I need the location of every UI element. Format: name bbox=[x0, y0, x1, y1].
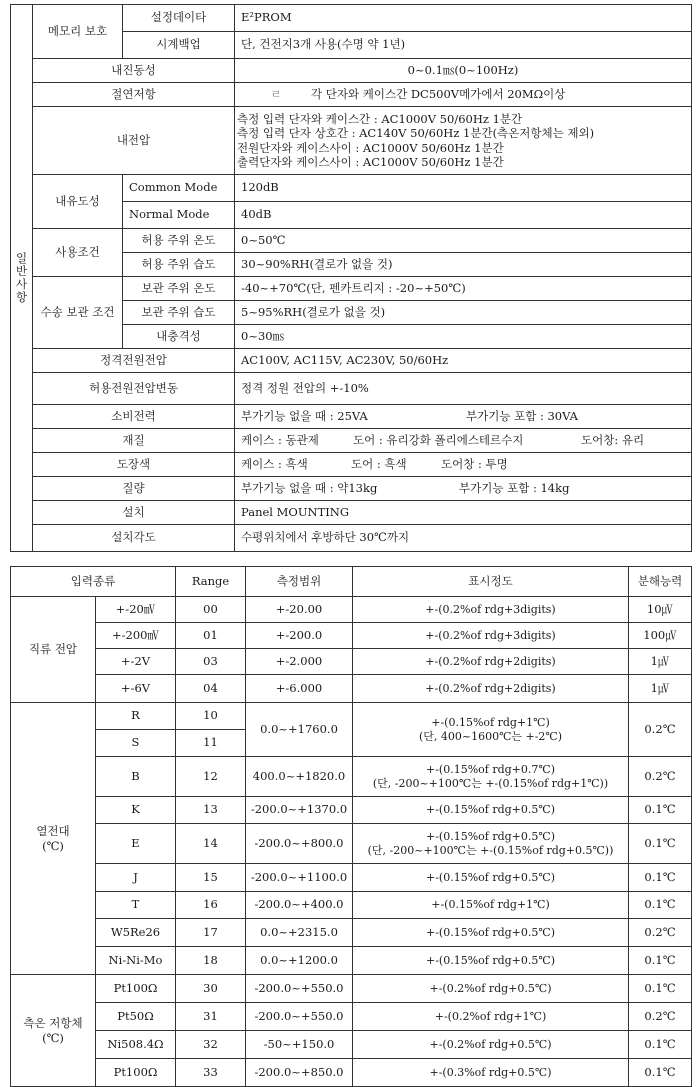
range-code: 31 bbox=[176, 1003, 246, 1031]
insulation-value: 각 단자와 케이스간 DC500V메가에서 20MΩ이상 bbox=[311, 86, 566, 101]
color-door: 도어 : 흑색 bbox=[351, 456, 407, 471]
memory-row-label: 시계백업 bbox=[123, 32, 235, 59]
resolution: 1㎶ bbox=[629, 675, 692, 703]
storage-row-label: 보관 주위 온도 bbox=[123, 277, 235, 301]
measure-range: -200.0~+800.0 bbox=[246, 824, 353, 864]
resolution: 1㎶ bbox=[629, 649, 692, 675]
range-code: 33 bbox=[176, 1059, 246, 1087]
material-window: 도어창: 유리 bbox=[581, 432, 645, 447]
voltage-fluct-value: 정격 정원 전압의 +-10% bbox=[235, 373, 692, 405]
color-window: 도어창 : 투명 bbox=[441, 456, 508, 471]
color-value bbox=[235, 453, 692, 477]
general-spec-table bbox=[10, 4, 692, 552]
material-door: 도어 : 유리강화 폴리에스테르수지 bbox=[353, 432, 524, 447]
measure-range: 400.0~+1820.0 bbox=[246, 757, 353, 797]
storage-row-value: 5~95%RH(결로가 없을 것) bbox=[235, 301, 692, 325]
input-type: +-20㎷ bbox=[96, 597, 176, 623]
input-type: Ni-Ni-Mo bbox=[96, 947, 176, 975]
measure-range: +-6.000 bbox=[246, 675, 353, 703]
usage-row-value: 0~50℃ bbox=[235, 229, 692, 253]
insulation-cell bbox=[235, 83, 692, 107]
measure-range: -200.0~+550.0 bbox=[246, 1003, 353, 1031]
vibration-label: 내진동성 bbox=[33, 59, 235, 83]
input-type: W5Re26 bbox=[96, 919, 176, 947]
range-code: 16 bbox=[176, 892, 246, 919]
range-code: 32 bbox=[176, 1031, 246, 1059]
resolution: 0.2℃ bbox=[629, 1003, 692, 1031]
group-rtd: 측온 저항체 (℃) bbox=[11, 975, 96, 1087]
input-type: +-2V bbox=[96, 649, 176, 675]
power-label: 소비전력 bbox=[33, 405, 235, 429]
resolution: 0.1℃ bbox=[629, 1031, 692, 1059]
storage-label: 수송 보관 조건 bbox=[33, 277, 123, 349]
input-type: Pt50Ω bbox=[96, 1003, 176, 1031]
range-code: 30 bbox=[176, 975, 246, 1003]
resolution: 10㎶ bbox=[629, 597, 692, 623]
withstand-label: 내전압 bbox=[33, 107, 235, 175]
storage-row-label: 내충격성 bbox=[123, 325, 235, 349]
general-section-label: 일반사항 bbox=[11, 5, 33, 552]
accuracy: +-(0.15%of rdg+1℃) bbox=[353, 892, 629, 919]
memory-row-value: 단, 건전지3개 사용(수명 약 1년) bbox=[235, 32, 692, 59]
accuracy: +-(0.15%of rdg+0.5℃) bbox=[353, 947, 629, 975]
range-code: 00 bbox=[176, 597, 246, 623]
storage-row-value: 0~30㎳ bbox=[235, 325, 692, 349]
header-accuracy: 표시정도 bbox=[353, 567, 629, 597]
accuracy: +-(0.15%of rdg+0.5℃) (단, -200~+100℃는 +-(0.15%of rdg+0.5℃)) bbox=[353, 824, 629, 864]
range-code: 03 bbox=[176, 649, 246, 675]
accuracy: +-(0.2%of rdg+3digits) bbox=[353, 597, 629, 623]
accuracy: +-(0.2%of rdg+0.5℃) bbox=[353, 975, 629, 1003]
storage-row-value: -40~+70℃(단, 펜카트리지 : -20~+50℃) bbox=[235, 277, 692, 301]
accuracy: +-(0.15%of rdg+0.5℃) bbox=[353, 864, 629, 892]
range-code: 18 bbox=[176, 947, 246, 975]
install-angle-value: 수평위치에서 후방하단 30℃까지 bbox=[235, 525, 692, 552]
material-label: 재질 bbox=[33, 429, 235, 453]
weight-label: 질량 bbox=[33, 477, 235, 501]
withstand-value: 측정 입력 단자와 케이스간 : AC1000V 50/60Hz 1분간 측정 입력 단자 상호간 : AC140V 50/60Hz 1분간(측온저항체는 제외) 전원단자와 케이스사이 : AC1000V 50/60Hz 1분간 출력단자와 케이스사이 : AC1000V 50/60Hz 1분간 bbox=[235, 107, 692, 175]
range-code: 10 bbox=[176, 703, 246, 730]
usage-row-value: 30~90%RH(결로가 없을 것) bbox=[235, 253, 692, 277]
resolution: 100㎶ bbox=[629, 623, 692, 649]
resolution: 0.2℃ bbox=[629, 919, 692, 947]
range-code: 15 bbox=[176, 864, 246, 892]
noise-row-value: 120dB bbox=[235, 175, 692, 202]
usage-row-label: 허용 주위 온도 bbox=[123, 229, 235, 253]
resolution: 0.1℃ bbox=[629, 797, 692, 824]
accuracy: +-(0.15%of rdg+0.5℃) bbox=[353, 919, 629, 947]
accuracy: +-(0.3%of rdg+0.5℃) bbox=[353, 1059, 629, 1087]
power-with-options: 부가기능 포함 : 30VA bbox=[466, 408, 578, 423]
measure-range: 0.0~+1760.0 bbox=[246, 703, 353, 757]
range-code: 01 bbox=[176, 623, 246, 649]
measure-range: +-20.00 bbox=[246, 597, 353, 623]
insulation-mark: ㄹ bbox=[270, 86, 282, 101]
group-thermocouple: 열전대 (℃) bbox=[11, 703, 96, 975]
accuracy: +-(0.15%of rdg+0.5℃) bbox=[353, 797, 629, 824]
weight-with-options: 부가기능 포함 : 14kg bbox=[459, 480, 570, 495]
resolution: 0.1℃ bbox=[629, 947, 692, 975]
measure-range: -50~+150.0 bbox=[246, 1031, 353, 1059]
insulation-label: 절연저항 bbox=[33, 83, 235, 107]
accuracy: +-(0.15%of rdg+0.7℃) (단, -200~+100℃는 +-(0.15%of rdg+1℃)) bbox=[353, 757, 629, 797]
input-type: Pt100Ω bbox=[96, 975, 176, 1003]
material-value bbox=[235, 429, 692, 453]
accuracy: +-(0.2%of rdg+2digits) bbox=[353, 675, 629, 703]
weight-without-options: 부가기능 없을 때 : 약13kg bbox=[241, 480, 378, 495]
memory-row-value: E²PROM bbox=[235, 5, 692, 32]
accuracy: +-(0.2%of rdg+2digits) bbox=[353, 649, 629, 675]
input-type: J bbox=[96, 864, 176, 892]
usage-row-label: 허용 주위 습도 bbox=[123, 253, 235, 277]
storage-row-label: 보관 주위 습도 bbox=[123, 301, 235, 325]
noise-row-label: Common Mode bbox=[123, 175, 235, 202]
usage-label: 사용조건 bbox=[33, 229, 123, 277]
range-code: 04 bbox=[176, 675, 246, 703]
input-type: +-200㎷ bbox=[96, 623, 176, 649]
range-code: 13 bbox=[176, 797, 246, 824]
accuracy: +-(0.15%of rdg+1℃) (단, 400~1600℃는 +-2℃) bbox=[353, 703, 629, 757]
measure-range: 0.0~+1200.0 bbox=[246, 947, 353, 975]
noise-row-value: 40dB bbox=[235, 202, 692, 229]
resolution: 0.1℃ bbox=[629, 824, 692, 864]
measure-range: -200.0~+550.0 bbox=[246, 975, 353, 1003]
color-label: 도장색 bbox=[33, 453, 235, 477]
vibration-value: 0~0.1㎳(0~100Hz) bbox=[235, 59, 692, 83]
measure-range: -200.0~+1370.0 bbox=[246, 797, 353, 824]
range-code: 17 bbox=[176, 919, 246, 947]
input-type: Pt100Ω bbox=[96, 1059, 176, 1087]
range-code: 11 bbox=[176, 730, 246, 757]
input-type: E bbox=[96, 824, 176, 864]
rated-voltage-value: AC100V, AC115V, AC230V, 50/60Hz bbox=[235, 349, 692, 373]
measure-range: +-2.000 bbox=[246, 649, 353, 675]
memory-row-label: 설정데이타 bbox=[123, 5, 235, 32]
header-range: Range bbox=[176, 567, 246, 597]
memory-label: 메모리 보호 bbox=[33, 5, 123, 59]
color-case: 케이스 : 흑색 bbox=[241, 456, 308, 471]
range-code: 14 bbox=[176, 824, 246, 864]
resolution: 0.1℃ bbox=[629, 1059, 692, 1087]
rated-voltage-label: 정격전원전압 bbox=[33, 349, 235, 373]
measure-range: -200.0~+850.0 bbox=[246, 1059, 353, 1087]
input-type: +-6V bbox=[96, 675, 176, 703]
input-range-table bbox=[10, 566, 692, 1087]
noise-row-label: Normal Mode bbox=[123, 202, 235, 229]
header-input-type: 입력종류 bbox=[11, 567, 176, 597]
header-measure-range: 측정범위 bbox=[246, 567, 353, 597]
input-type: Ni508.4Ω bbox=[96, 1031, 176, 1059]
input-type: K bbox=[96, 797, 176, 824]
material-case: 케이스 : 동관제 bbox=[241, 432, 319, 447]
measure-range: -200.0~+400.0 bbox=[246, 892, 353, 919]
group-dc-voltage: 직류 전압 bbox=[11, 597, 96, 703]
input-type: R bbox=[96, 703, 176, 730]
power-without-options: 부가기능 없을 때 : 25VA bbox=[241, 408, 368, 423]
resolution: 0.2℃ bbox=[629, 757, 692, 797]
install-value: Panel MOUNTING bbox=[235, 501, 692, 525]
input-type: T bbox=[96, 892, 176, 919]
measure-range: -200.0~+1100.0 bbox=[246, 864, 353, 892]
power-value bbox=[235, 405, 692, 429]
weight-value bbox=[235, 477, 692, 501]
accuracy: +-(0.2%of rdg+1℃) bbox=[353, 1003, 629, 1031]
range-code: 12 bbox=[176, 757, 246, 797]
install-label: 설치 bbox=[33, 501, 235, 525]
resolution: 0.2℃ bbox=[629, 703, 692, 757]
measure-range: 0.0~+2315.0 bbox=[246, 919, 353, 947]
header-resolution: 분해능력 bbox=[629, 567, 692, 597]
noise-label: 내유도성 bbox=[33, 175, 123, 229]
accuracy: +-(0.2%of rdg+3digits) bbox=[353, 623, 629, 649]
resolution: 0.1℃ bbox=[629, 975, 692, 1003]
input-type: S bbox=[96, 730, 176, 757]
resolution: 0.1℃ bbox=[629, 892, 692, 919]
accuracy: +-(0.2%of rdg+0.5℃) bbox=[353, 1031, 629, 1059]
voltage-fluct-label: 허용전원전압변동 bbox=[33, 373, 235, 405]
install-angle-label: 설치각도 bbox=[33, 525, 235, 552]
input-type: B bbox=[96, 757, 176, 797]
resolution: 0.1℃ bbox=[629, 864, 692, 892]
measure-range: +-200.0 bbox=[246, 623, 353, 649]
